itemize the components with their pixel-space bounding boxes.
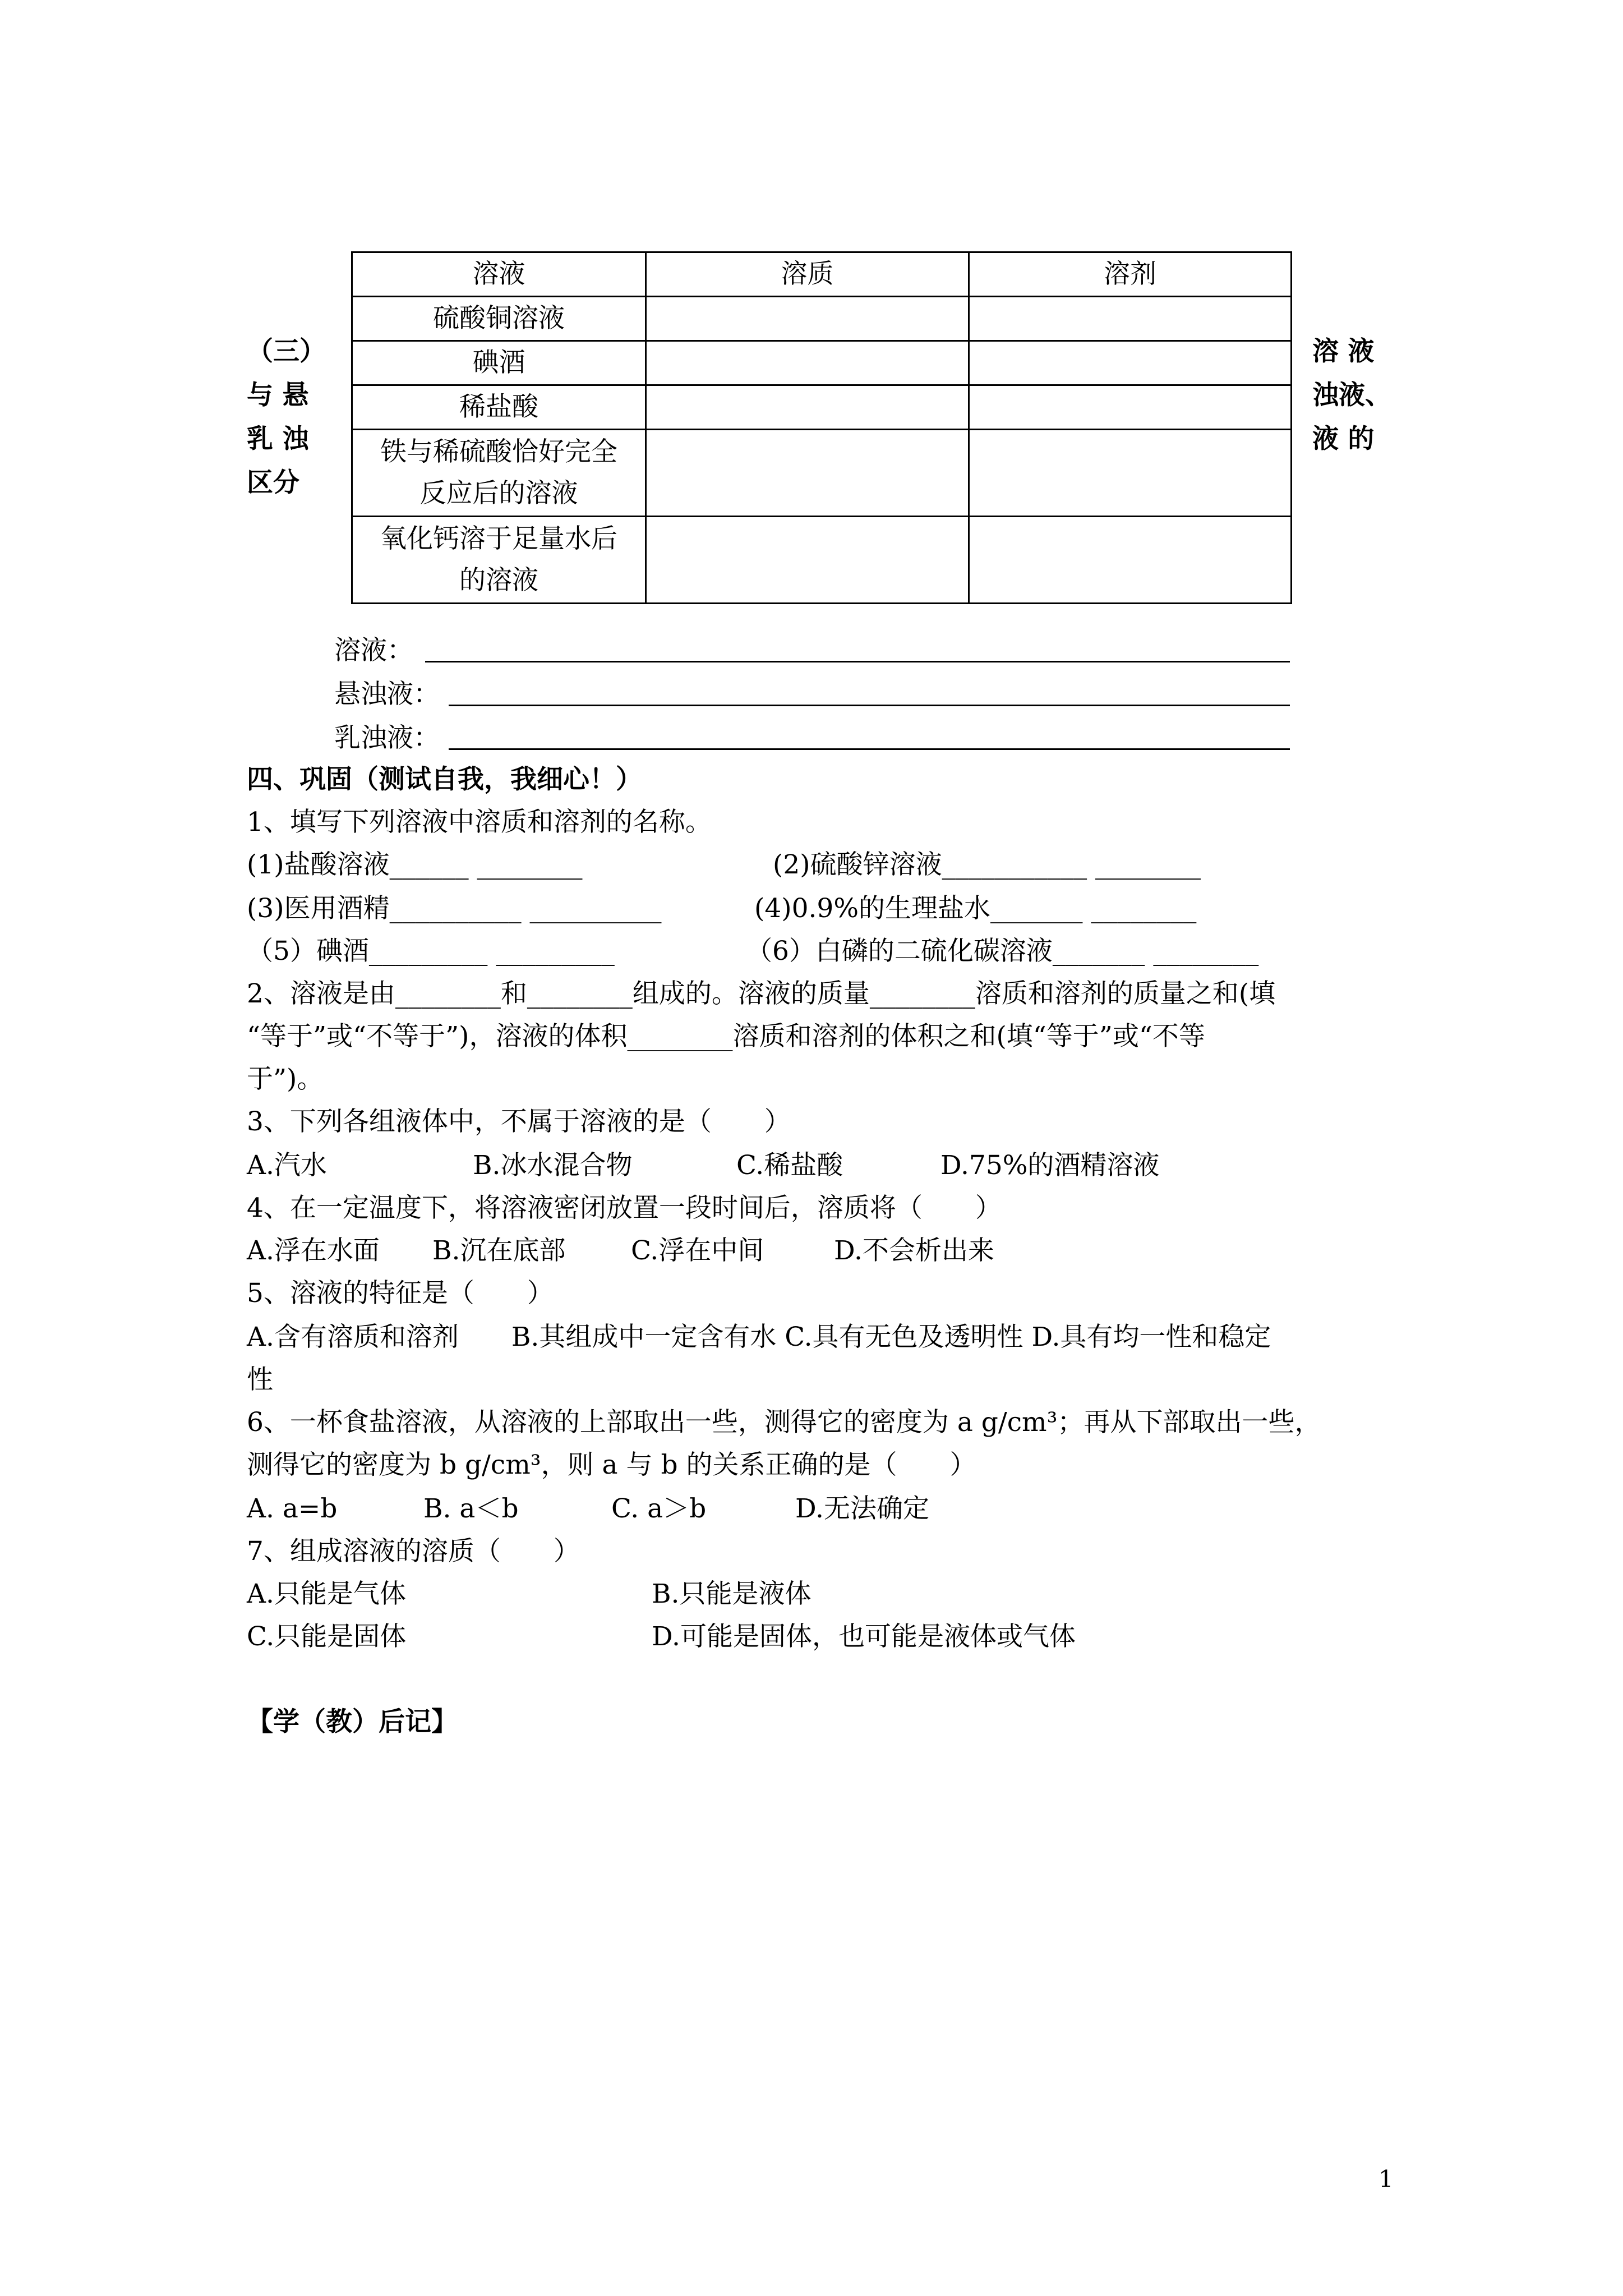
question-3-option: A.汽水 bbox=[247, 1150, 327, 1181]
question-4-option: A.浮在水面 bbox=[247, 1235, 380, 1266]
question-5-options-line: 性 bbox=[247, 1364, 273, 1395]
cell-solvent-blank[interactable] bbox=[969, 297, 1292, 341]
left-section-label bbox=[247, 330, 326, 505]
question-1-stem: 1、填写下列溶液中溶质和溶剂的名称。 bbox=[247, 807, 712, 838]
table-row bbox=[352, 430, 1292, 517]
question-6-line: 测得它的密度为 b g/cm³，则 a 与 b 的关系正确的是（ ） bbox=[247, 1450, 976, 1480]
cell-solute-blank[interactable] bbox=[646, 385, 969, 430]
header-solute: 溶质 bbox=[646, 252, 969, 297]
section-title: 四、巩固（测试自我，我细心！） bbox=[247, 764, 642, 795]
definition-label-suspension: 悬浊液： bbox=[334, 679, 440, 710]
question-6-option: A. a=b bbox=[247, 1493, 338, 1524]
header-solvent: 溶剂 bbox=[969, 252, 1292, 297]
cell-solute-blank[interactable] bbox=[646, 297, 969, 341]
question-1-item: (3)医用酒精__________ __________ bbox=[247, 893, 662, 924]
question-3-option: C.稀盐酸 bbox=[736, 1150, 843, 1181]
question-1-item: （5）碘酒_________ _________ bbox=[247, 936, 615, 967]
question-6-option: D.无法确定 bbox=[795, 1493, 929, 1524]
definition-blank-solution[interactable] bbox=[425, 661, 1290, 662]
cell-solution-name: 稀盐酸 bbox=[352, 385, 646, 430]
question-6-line: 6、一杯食盐溶液，从溶液的上部取出一些，测得它的密度为 a g/cm³；再从下部取出一些， bbox=[247, 1407, 1321, 1438]
cell-solute-blank[interactable] bbox=[646, 341, 969, 385]
left-label-line: 与 悬 bbox=[247, 380, 309, 411]
question-7-option: B.只能是液体 bbox=[652, 1579, 811, 1609]
question-6-option: B. a＜b bbox=[423, 1493, 519, 1524]
cell-solution-name: 硫酸铜溶液 bbox=[352, 297, 646, 341]
header-solution: 溶液 bbox=[352, 252, 646, 297]
afterword-heading: 【学（教）后记】 bbox=[247, 1706, 458, 1737]
question-1-item: (4)0.9%的生理盐水_______ ________ bbox=[754, 893, 1197, 924]
left-label-line: （三） bbox=[247, 336, 326, 367]
question-2-line: 2、溶液是由________和________组成的。溶液的质量________溶质和溶剂的质量之和(填 bbox=[247, 978, 1276, 1009]
cell-solvent-blank[interactable] bbox=[969, 385, 1292, 430]
question-5-stem: 5、溶液的特征是（ ） bbox=[247, 1278, 554, 1309]
cell-solute-blank[interactable] bbox=[646, 517, 969, 604]
question-7-stem: 7、组成溶液的溶质（ ） bbox=[247, 1536, 580, 1567]
cell-name-line: 氧化钙溶于足量水后 bbox=[380, 523, 617, 554]
question-7-option: D.可能是固体，也可能是液体或气体 bbox=[652, 1621, 1076, 1652]
question-2-line: 于”)。 bbox=[247, 1064, 324, 1094]
question-3-option: D.75%的酒精溶液 bbox=[940, 1150, 1160, 1181]
definition-label-emulsion: 乳浊液： bbox=[334, 723, 440, 753]
table-row bbox=[352, 517, 1292, 604]
cell-name-line: 反应后的溶液 bbox=[419, 478, 578, 509]
right-section-label bbox=[1312, 330, 1391, 461]
page-number: 1 bbox=[1378, 2165, 1394, 2193]
question-4-stem: 4、在一定温度下，将溶液密闭放置一段时间后，溶质将（ ） bbox=[247, 1193, 1002, 1223]
table-header-row bbox=[352, 252, 1292, 297]
question-7-option: C.只能是固体 bbox=[247, 1621, 407, 1652]
question-2-line: “等于”或“不等于”)，溶液的体积________溶质和溶剂的体积之和(填“等于”或“不等 bbox=[247, 1021, 1205, 1052]
left-label-line: 乳 浊 bbox=[247, 424, 309, 454]
left-label-line: 区分 bbox=[247, 467, 299, 498]
question-3-stem: 3、下列各组液体中，不属于溶液的是（ ） bbox=[247, 1106, 791, 1137]
solution-table bbox=[351, 251, 1292, 604]
table-row bbox=[352, 385, 1292, 430]
question-7-option: A.只能是气体 bbox=[247, 1579, 406, 1609]
question-6-option: C. a＞b bbox=[611, 1493, 707, 1524]
cell-solvent-blank[interactable] bbox=[969, 430, 1292, 517]
question-1-item: (2)硫酸锌溶液___________ ________ bbox=[773, 849, 1201, 880]
question-5-options-line: A.含有溶质和溶剂 B.其组成中一定含有水 C.具有无色及透明性 D.具有均一性和稳定 bbox=[247, 1322, 1271, 1352]
question-1-item: （6）白磷的二硫化碳溶液_______ ________ bbox=[746, 936, 1259, 967]
right-label-line: 浊液、 bbox=[1312, 380, 1391, 411]
table-row bbox=[352, 297, 1292, 341]
cell-solution-name bbox=[352, 517, 646, 604]
question-4-option: B.沉在底部 bbox=[432, 1235, 566, 1266]
cell-solvent-blank[interactable] bbox=[969, 517, 1292, 604]
table-row bbox=[352, 341, 1292, 385]
question-3-option: B.冰水混合物 bbox=[473, 1150, 633, 1181]
question-1-item: (1)盐酸溶液______ ________ bbox=[247, 849, 583, 880]
cell-solution-name bbox=[352, 430, 646, 517]
question-4-option: D.不会析出来 bbox=[834, 1235, 994, 1266]
right-label-line: 液 的 bbox=[1312, 424, 1375, 454]
question-4-option: C.浮在中间 bbox=[631, 1235, 764, 1266]
cell-name-line: 的溶液 bbox=[459, 565, 538, 596]
cell-solvent-blank[interactable] bbox=[969, 341, 1292, 385]
cell-solution-name: 碘酒 bbox=[352, 341, 646, 385]
definition-label-solution: 溶液： bbox=[334, 635, 413, 666]
definition-blank-emulsion[interactable] bbox=[449, 748, 1290, 750]
definition-blank-suspension[interactable] bbox=[449, 705, 1290, 706]
cell-solute-blank[interactable] bbox=[646, 430, 969, 517]
cell-name-line: 铁与稀硫酸恰好完全 bbox=[380, 436, 617, 467]
right-label-line: 溶 液 bbox=[1312, 336, 1375, 367]
